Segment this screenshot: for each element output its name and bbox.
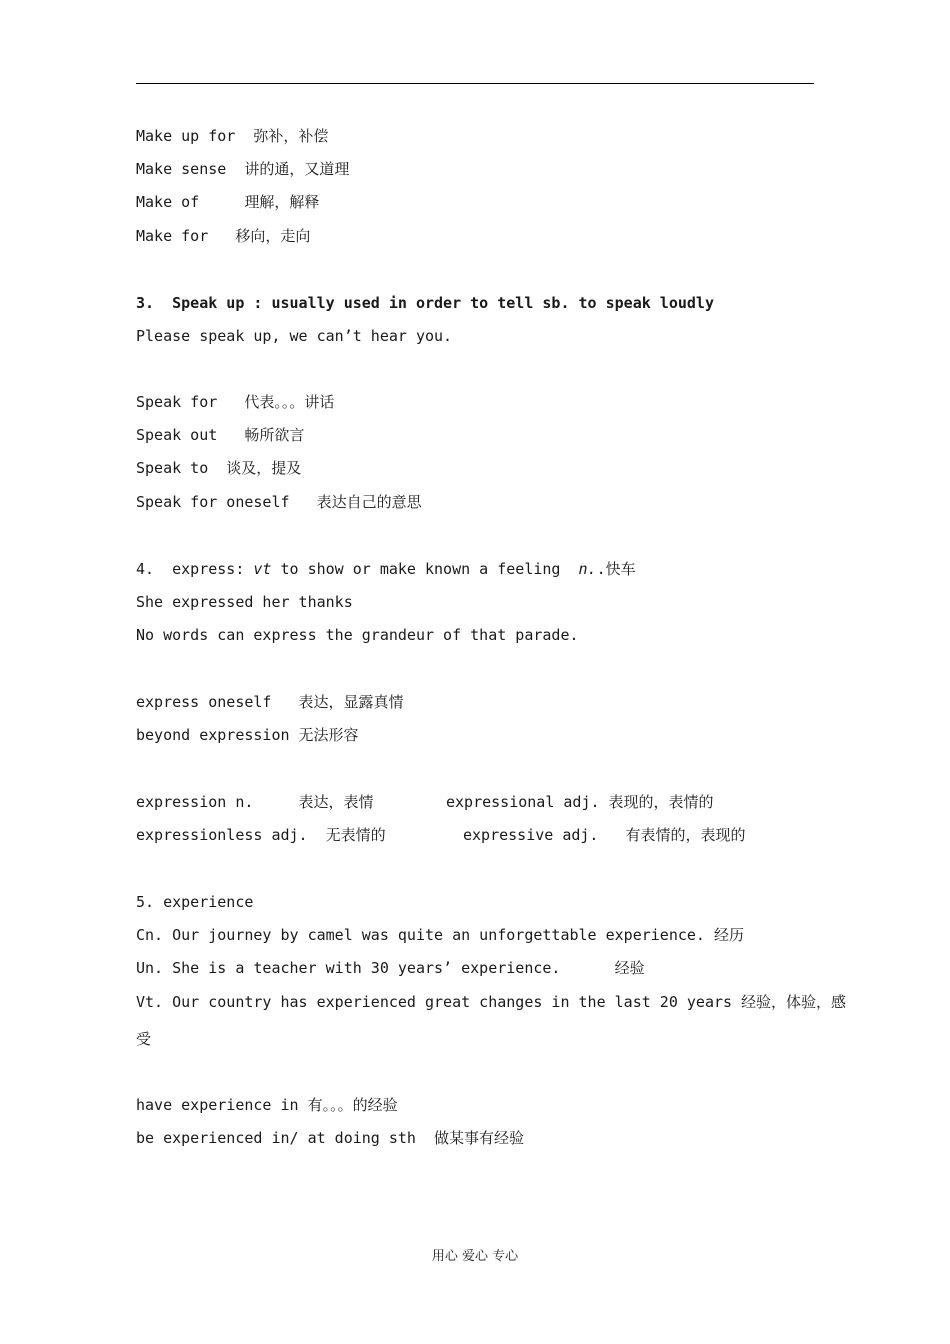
expressive-adj-line: expressive adj. 有表情的，表现的 (463, 826, 746, 844)
speak-up-heading: 3. Speak up : usually used in order to tell sb. to speak loudly (136, 294, 714, 312)
express-heading-vt: vt (253, 560, 272, 578)
express-heading-prefix: 4. express: (136, 560, 254, 578)
express-heading-mid: to show or make known a feeling (271, 560, 579, 578)
express-heading (136, 559, 636, 579)
make-up-for-line: Make up for 弥补，补偿 (136, 127, 329, 145)
make-sense-line: Make sense 讲的通，又道理 (136, 160, 350, 178)
experience-vt-line: Vt. Our country has experienced great changes in the last 20 years 经验，体验，感 (136, 993, 847, 1011)
speak-to-line: Speak to 谈及，提及 (136, 459, 302, 477)
express-heading-n: n. (578, 560, 597, 578)
express-example-2: No words can express the grandeur of that parade. (136, 626, 579, 644)
header-rule (136, 83, 814, 84)
experience-un-line: Un. She is a teacher with 30 years’ experience. 经验 (136, 959, 645, 977)
beyond-expression-line: beyond expression 无法形容 (136, 726, 359, 744)
experience-heading: 5. experience (136, 893, 254, 911)
experience-cn-line: Cn. Our journey by camel was quite an unforgettable experience. 经历 (136, 926, 744, 944)
have-experience-line: have experience in 有。。。的经验 (136, 1096, 398, 1114)
experience-vt-continued: 受 (136, 1030, 152, 1048)
page-footer: 用心 爱心 专心 (431, 1249, 519, 1264)
speak-for-line: Speak for 代表。。。讲话 (136, 393, 335, 411)
express-oneself-line: express oneself 表达，显露真情 (136, 693, 404, 711)
speak-for-oneself-line: Speak for oneself 表达自己的意思 (136, 493, 422, 511)
make-for-line: Make for 移向，走向 (136, 227, 311, 245)
be-experienced-line: be experienced in/ at doing sth 做某事有经验 (136, 1129, 525, 1147)
speak-up-example: Please speak up, we can’t hear you. (136, 327, 453, 345)
expressionless-adj-line: expressionless adj. 无表情的 (136, 826, 386, 844)
speak-out-line: Speak out 畅所欲言 (136, 426, 305, 444)
make-of-line: Make of 理解，解释 (136, 193, 320, 211)
expressional-adj-line: expressional adj. 表现的，表情的 (446, 793, 714, 811)
express-heading-suffix: .快车 (596, 560, 636, 578)
express-example-1: She expressed her thanks (136, 593, 353, 611)
expression-n-line: expression n. 表达，表情 (136, 793, 374, 811)
